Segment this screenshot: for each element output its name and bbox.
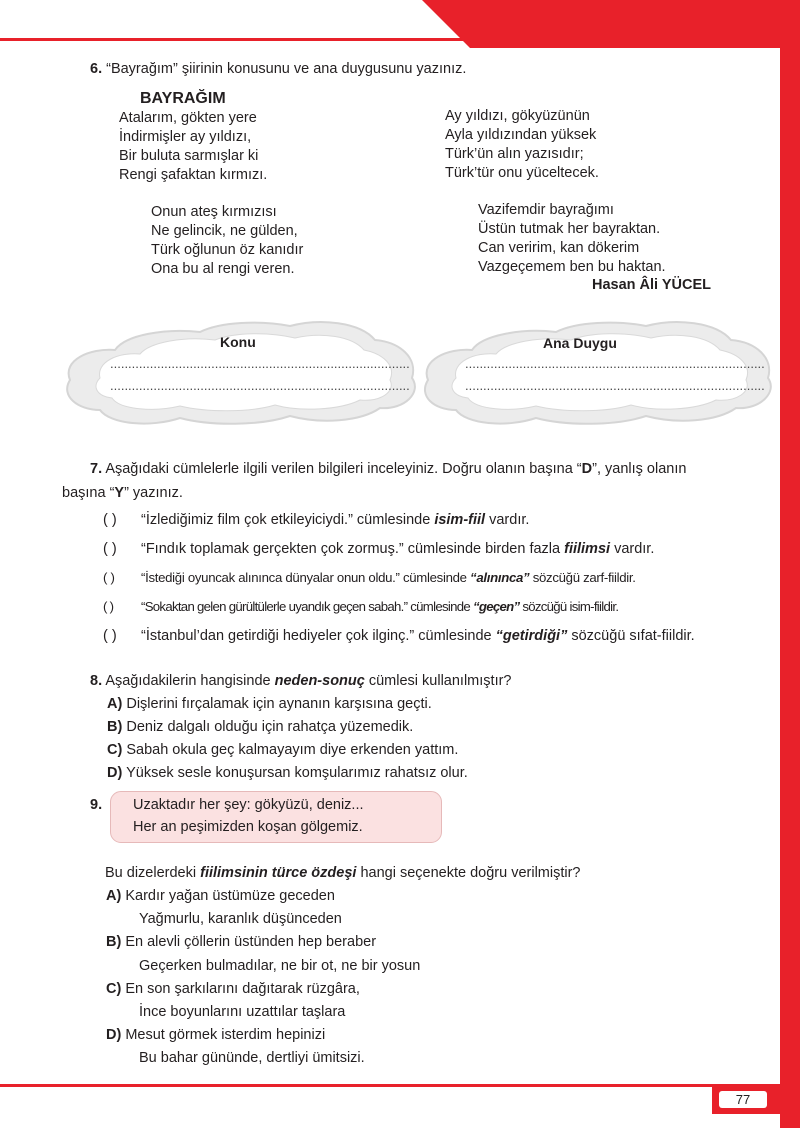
q9-verse <box>133 794 364 838</box>
q7-text: başına “ <box>62 485 115 501</box>
option-text: Bu bahar gününde, dertliyi ümitsizi. <box>139 1050 365 1067</box>
q7-prompt-line-1 <box>90 458 686 480</box>
konu-answer-line-2[interactable]: ................................................................................... <box>110 378 410 393</box>
page-number: 77 <box>719 1091 767 1108</box>
q9-option-a[interactable] <box>106 885 420 931</box>
poem-author: Hasan Âli YÜCEL <box>592 277 711 293</box>
poem-line: Ayla yıldızından yüksek <box>445 127 597 143</box>
q9-option-d[interactable] <box>106 1024 420 1070</box>
option-text: En alevli çöllerin üstünden hep beraber <box>121 934 377 951</box>
option-text: Yağmurlu, karanlık düşünceden <box>139 911 342 928</box>
q8-option-c[interactable] <box>107 739 468 762</box>
option-text: Dişlerini fırçalamak için aynanın karşısına geçti. <box>122 696 432 712</box>
poem-line: Rengi şafaktan kırmızı. <box>119 167 268 183</box>
konu-label: Konu <box>220 334 256 350</box>
option-letter: B) <box>107 719 123 735</box>
q7-item-3 <box>103 570 636 585</box>
poem-stanza-3 <box>151 203 303 279</box>
q8-option-d[interactable] <box>107 762 468 785</box>
poem-line: Can veririm, kan dökerim <box>478 240 640 256</box>
q7-item-5 <box>103 628 695 644</box>
q6-text: “Bayrağım” şiirinin konusunu ve ana duygusunu yazınız. <box>102 61 467 77</box>
poem-line: Bir buluta sarmışlar ki <box>119 148 259 164</box>
option-letter: C) <box>107 742 123 758</box>
poem-stanza-2 <box>445 107 599 183</box>
poem-line: İndirmişler ay yıldızı, <box>119 129 252 145</box>
option-text: En son şarkılarını dağıtarak rüzgâra, <box>121 980 360 997</box>
q8-prompt <box>90 670 512 692</box>
poem-line: Türk oğlunun öz kanıdır <box>151 242 304 258</box>
option-text: Yüksek sesle konuşursan komşularımız rahatsız olur. <box>122 765 468 781</box>
q7-item-text: “İstanbul’dan getirdiği hediyeler çok ilginç.” cümlesinde <box>141 628 496 644</box>
answer-blank[interactable]: ( ) <box>103 570 115 585</box>
option-letter: C) <box>106 980 122 997</box>
ana-duygu-answer-line-2[interactable]: ................................................................................... <box>465 378 765 393</box>
q9-number <box>90 794 102 816</box>
poem-line: Ne gelincik, ne gülden, <box>151 223 298 239</box>
q7-item-emphasis: isim-fiil <box>434 512 486 528</box>
poem-line: Ona bu al rengi veren. <box>151 261 295 277</box>
q9-option-b[interactable] <box>106 931 420 977</box>
q8-options <box>107 693 468 785</box>
poem-line: Üstün tutmak her bayraktan. <box>478 221 661 237</box>
option-text: Geçerken bulmadılar, ne bir ot, ne bir yosun <box>139 957 421 974</box>
poem-line: Ay yıldızı, gökyüzünün <box>445 108 590 124</box>
poem-stanza-1 <box>119 109 267 185</box>
q7-item-emphasis: “getirdiği” <box>495 628 568 644</box>
q7-item-emphasis: “alınınca” <box>470 570 530 585</box>
answer-blank[interactable]: ( ) <box>103 628 117 644</box>
q7-item-1 <box>103 512 529 528</box>
option-letter: A) <box>107 696 123 712</box>
q9-option-c[interactable] <box>106 978 420 1024</box>
q7-item-text: “İzlediğimiz film çok etkileyiciydi.” cümlesinde <box>141 512 435 528</box>
q8-text: cümlesi kullanılmıştır? <box>364 673 512 689</box>
q9-emphasis: fiilimsinin türce özdeşi <box>200 865 357 881</box>
q7-item-text: sözcüğü sıfat-fiildir. <box>567 628 695 644</box>
q9-options <box>106 885 420 1071</box>
q7-text: ” yazınız. <box>124 485 183 501</box>
poem-line: Türk’ün alın yazısıdır; <box>445 146 584 162</box>
poem-stanza-4 <box>478 201 666 277</box>
q9-text: Bu dizelerdeki <box>105 865 201 881</box>
ana-duygu-answer-line-1[interactable]: ................................................................................... <box>465 356 765 371</box>
ana-duygu-label: Ana Duygu <box>543 335 617 351</box>
option-letter: D) <box>107 765 123 781</box>
option-letter: D) <box>106 1027 122 1044</box>
q6-number: 6. <box>90 61 103 77</box>
option-text: İnce boyunlarını uzattılar taşlara <box>139 1004 346 1021</box>
poem-line: Vazifemdir bayrağımı <box>478 202 614 218</box>
q8-number: 8. <box>90 673 103 689</box>
q7-item-text: vardır. <box>610 541 655 557</box>
answer-blank[interactable]: ( ) <box>103 599 114 614</box>
option-text: Kardır yağan üstümüze geceden <box>121 888 335 904</box>
answer-blank[interactable]: ( ) <box>103 541 117 557</box>
q7-item-emphasis: “geçen” <box>472 599 520 614</box>
option-text: Mesut görmek isterdim hepinizi <box>121 1027 326 1044</box>
q7-item-emphasis: fiilimsi <box>564 541 611 557</box>
q7-item-4 <box>103 599 618 614</box>
q7-item-text: “İstediği oyuncak alınınca dünyalar onun oldu.” cümlesinde <box>141 570 471 585</box>
verse-line: Uzaktadır her şey: gökyüzü, deniz... <box>133 797 364 813</box>
poem-line: Atalarım, gökten yere <box>119 110 257 126</box>
q8-text: Aşağıdakilerin hangisinde <box>102 673 275 689</box>
q7-item-text: “Fındık toplamak gerçekten çok zormuş.” cümlesinde birden fazla <box>141 541 565 557</box>
q6-prompt <box>90 58 466 80</box>
q7-item-text: sözcüğü isim-fiildir. <box>519 599 619 614</box>
option-letter: B) <box>106 934 122 951</box>
q8-option-b[interactable] <box>107 716 468 739</box>
poem-line: Onun ateş kırmızısı <box>151 204 277 220</box>
q7-true-letter: D <box>581 461 593 477</box>
option-letter: A) <box>106 888 122 904</box>
poem-line: Türk’tür onu yüceltecek. <box>445 165 599 181</box>
q7-item-text: sözcüğü zarf-fiildir. <box>529 570 636 585</box>
q8-emphasis: neden-sonuç <box>274 673 365 689</box>
q7-item-text: “Sokaktan gelen gürültülerle uyandık geçen sabah.” cümlesinde <box>141 599 473 614</box>
poem-title: BAYRAĞIM <box>140 90 226 107</box>
q7-text: Aşağıdaki cümlelerle ilgili verilen bilgileri inceleyiniz. Doğru olanın başına “ <box>102 461 582 477</box>
konu-answer-line-1[interactable]: ................................................................................... <box>110 356 410 371</box>
q7-item-2 <box>103 541 654 557</box>
poem-line: Vazgeçemem ben bu haktan. <box>478 259 666 275</box>
q9-prompt <box>105 862 580 884</box>
q7-item-text: vardır. <box>485 512 530 528</box>
q7-number: 7. <box>90 461 103 477</box>
q9-text: hangi seçenekte doğru verilmiştir? <box>356 865 581 881</box>
option-text: Sabah okula geç kalmayayım diye erkenden yattım. <box>122 742 459 758</box>
q7-false-letter: Y <box>114 485 125 501</box>
q7-text: ”, yanlış olanın <box>592 461 687 477</box>
answer-blank[interactable]: ( ) <box>103 512 117 528</box>
option-text: Deniz dalgalı olduğu için rahatça yüzemedik. <box>122 719 414 735</box>
q7-prompt-line-2 <box>62 482 183 504</box>
q9-number-text: 9. <box>90 797 103 813</box>
q8-option-a[interactable] <box>107 693 468 716</box>
verse-line: Her an peşimizden koşan gölgemiz. <box>133 819 363 835</box>
